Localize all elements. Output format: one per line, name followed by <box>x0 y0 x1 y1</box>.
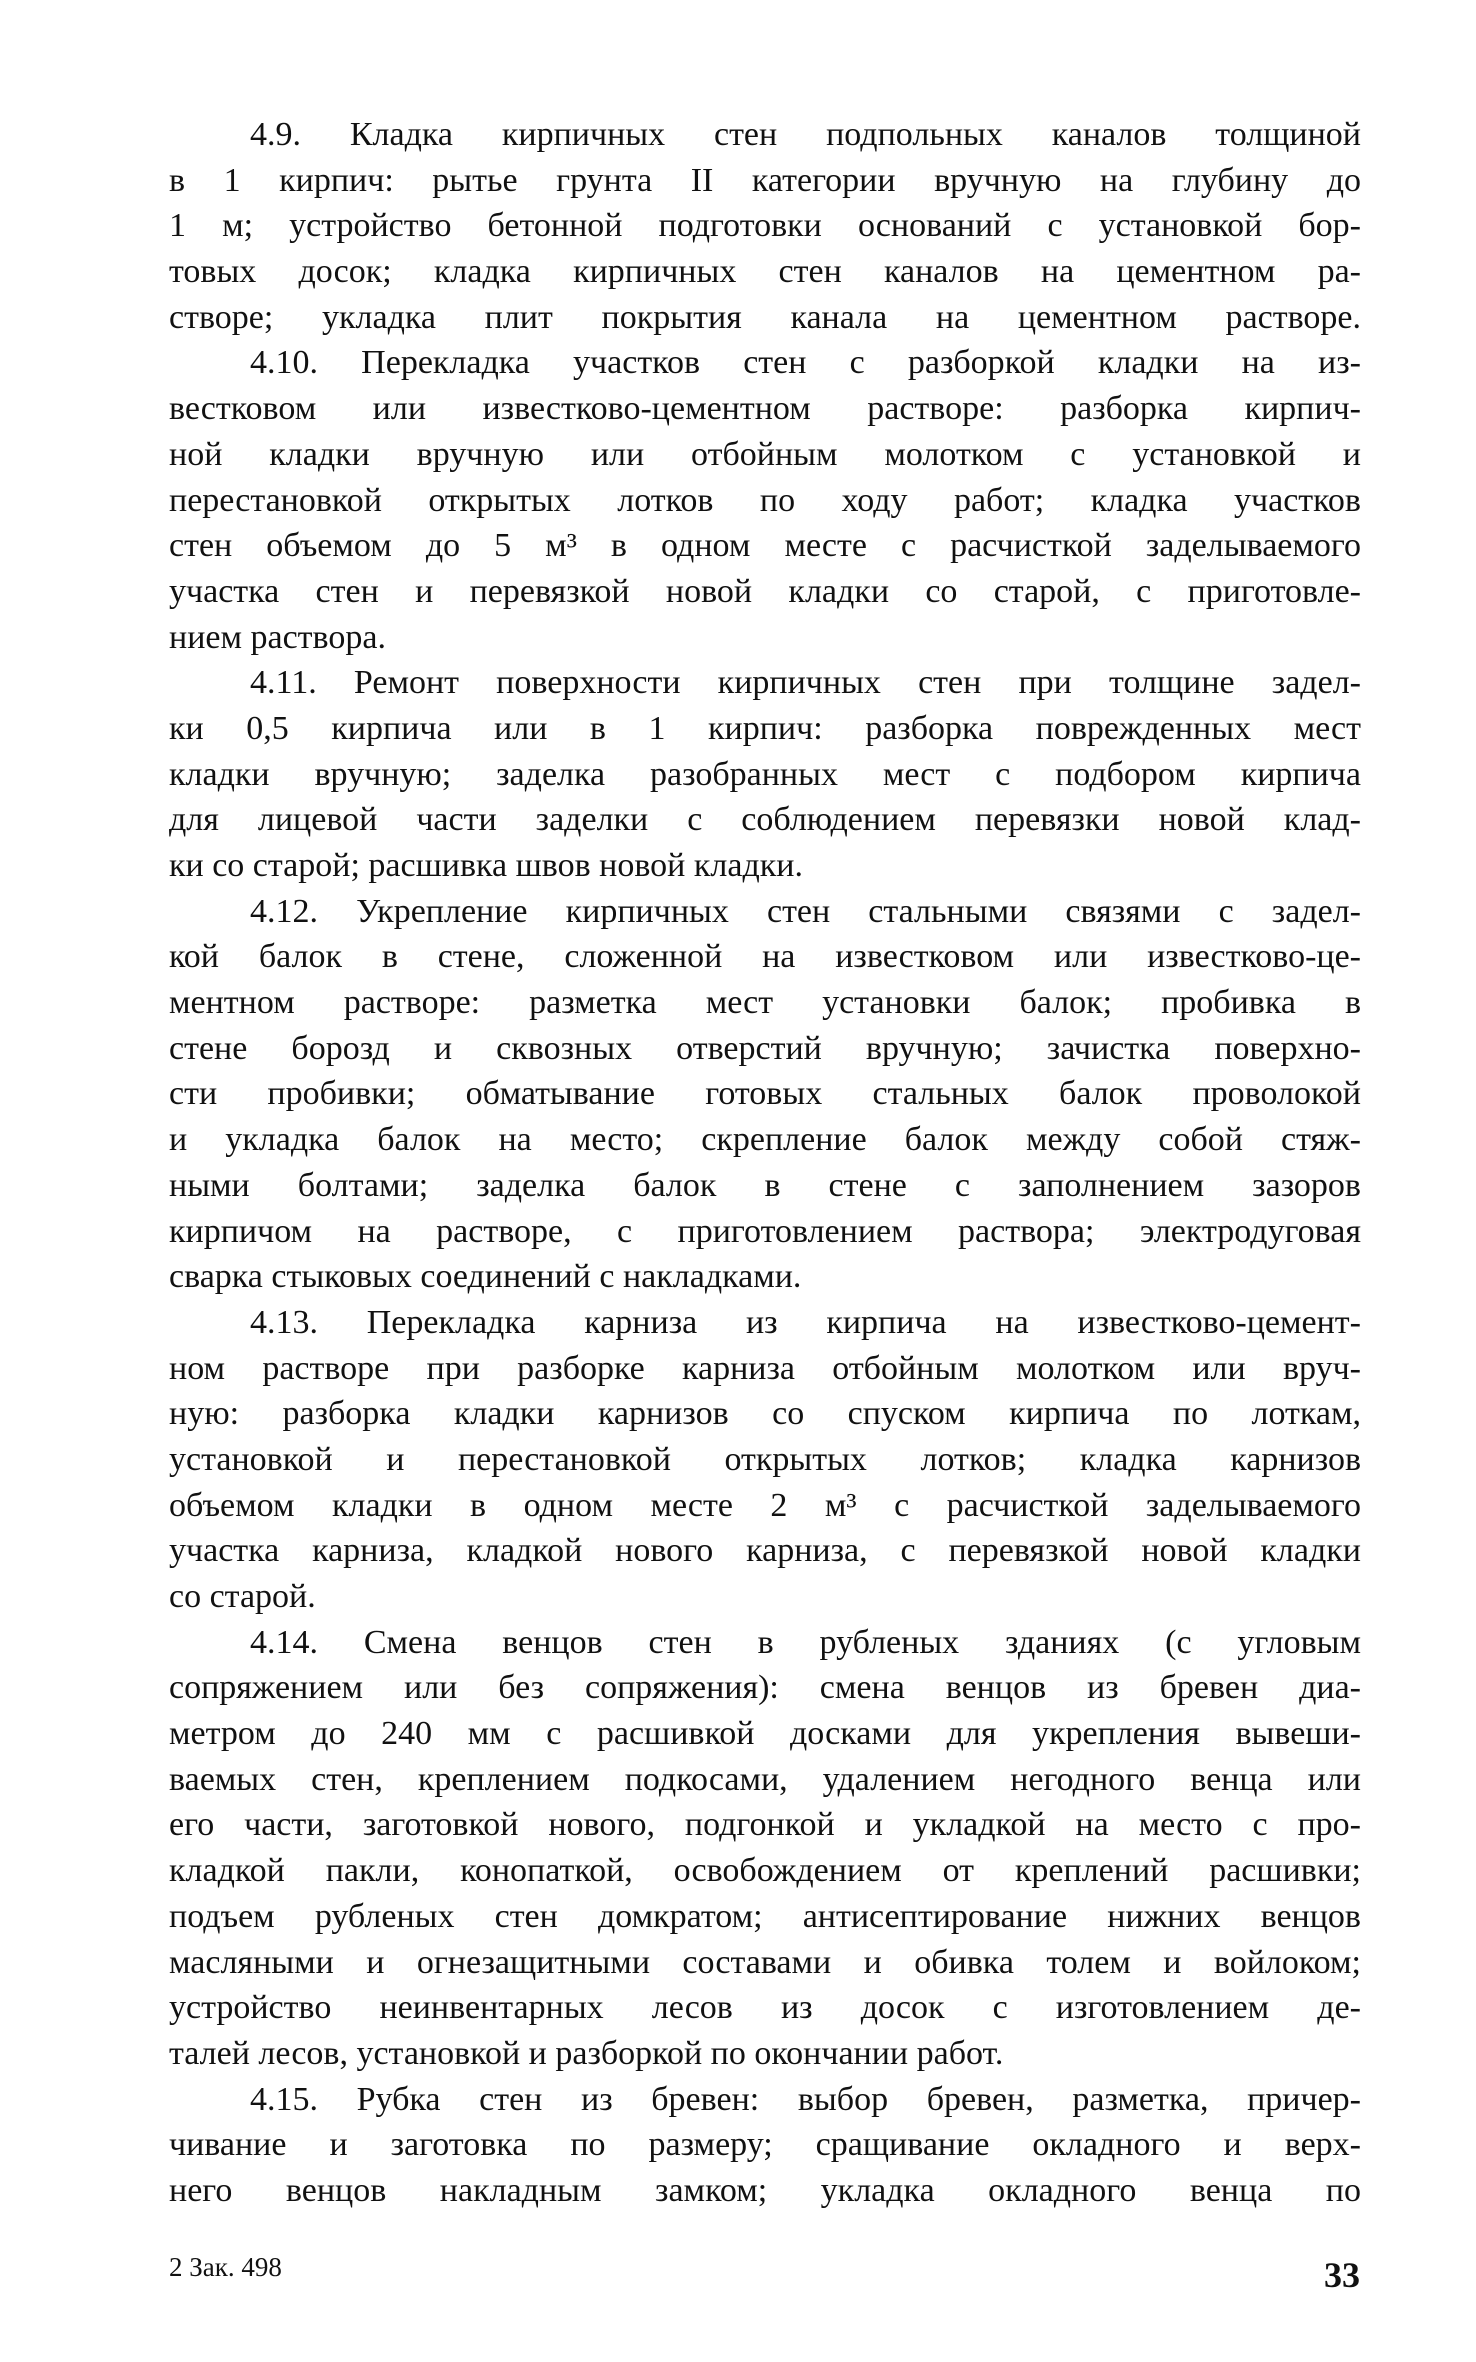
page-number: 33 <box>1324 2255 1360 2295</box>
text-line: чивание и заготовка по размеру; сращивание окладного и верх- <box>169 2126 1361 2164</box>
body-text <box>169 112 1361 2214</box>
text-line: створе; укладка плит покрытия канала на цементном растворе. <box>169 298 1361 336</box>
text-line: и укладка балок на место; скрепление балок между собой стяж- <box>169 1121 1361 1159</box>
text-line: 4.15. Рубка стен из бревен: выбор бревен, разметка, причер- <box>250 2080 1361 2118</box>
text-line: ментном растворе: разметка мест установки балок; пробивка в <box>169 984 1361 1022</box>
paragraph <box>169 340 1361 660</box>
text-line: кирпичом на растворе, с приготовлением раствора; электродуговая <box>169 1212 1361 1250</box>
text-line: 4.10. Перекладка участков стен с разборкой кладки на из- <box>250 344 1361 382</box>
text-line: ки 0,5 кирпича или в 1 кирпич: разборка поврежденных мест <box>169 709 1361 747</box>
paragraph <box>169 889 1361 1300</box>
text-line: кладкой пакли, конопаткой, освобождением от креплений расшивки; <box>169 1852 1361 1890</box>
text-line: вестковом или известково-цементном растворе: разборка кирпич- <box>169 390 1361 428</box>
text-line: в 1 кирпич: рытье грунта II категории вручную на глубину до <box>169 161 1361 199</box>
text-line: ной кладки вручную или отбойным молотком с установкой и <box>169 435 1361 473</box>
text-line: сварка стыковых соединений с накладками. <box>169 1258 802 1296</box>
text-line: перестановкой открытых лотков по ходу работ; кладка участков <box>169 481 1361 519</box>
paragraph <box>169 1620 1361 2077</box>
text-line: участка стен и перевязкой новой кладки со старой, с приготовле- <box>169 572 1361 610</box>
text-line: его части, заготовкой нового, подгонкой и укладкой на место с про- <box>169 1806 1361 1844</box>
text-line: сти пробивки; обматывание готовых стальных балок проволокой <box>169 1075 1361 1113</box>
paragraph <box>169 660 1361 888</box>
text-line: 4.9. Кладка кирпичных стен подпольных каналов толщиной <box>250 116 1361 153</box>
text-line: устройство неинвентарных лесов из досок с изготовлением де- <box>169 1989 1361 2027</box>
text-line: 4.13. Перекладка карниза из кирпича на известково-цемент- <box>250 1303 1361 1341</box>
paragraph <box>169 2077 1361 2214</box>
text-line: кой балок в стене, сложенной на известковом или известково-це- <box>169 938 1361 976</box>
paragraph <box>169 1300 1361 1620</box>
text-line: 4.11. Ремонт поверхности кирпичных стен при толщине задел- <box>250 664 1361 702</box>
text-line: 4.14. Смена венцов стен в рубленых зданиях (с угловым <box>250 1623 1361 1661</box>
printer-signature: 2 Зак. 498 <box>169 2252 282 2282</box>
text-line: товых досок; кладка кирпичных стен каналов на цементном ра- <box>169 253 1361 291</box>
text-line: метром до 240 мм с расшивкой досками для укрепления вывеши- <box>169 1715 1361 1753</box>
text-line: участка карниза, кладкой нового карниза, с перевязкой новой кладки <box>169 1532 1361 1570</box>
text-line: ваемых стен, креплением подкосами, удалением негодного венца или <box>169 1760 1361 1798</box>
text-line: кладки вручную; заделка разобранных мест с подбором кирпича <box>169 755 1361 793</box>
paragraph <box>169 112 1361 340</box>
text-line: ными болтами; заделка балок в стене с заполнением зазоров <box>169 1166 1361 1204</box>
text-line: установкой и перестановкой открытых лотков; кладка карнизов <box>169 1440 1361 1478</box>
text-line: со старой. <box>169 1578 316 1615</box>
text-line: подъем рубленых стен домкратом; антисептирование нижних венцов <box>169 1897 1361 1935</box>
text-line: стен объемом до 5 м³ в одном месте с расчисткой заделываемого <box>169 527 1361 565</box>
text-line: ном растворе при разборке карниза отбойным молотком или вруч- <box>169 1349 1361 1387</box>
text-line: нием раствора. <box>169 618 386 656</box>
text-line: объемом кладки в одном месте 2 м³ с расчисткой заделываемого <box>169 1486 1361 1524</box>
text-line: стене борозд и сквозных отверстий вручную; зачистка поверхно- <box>169 1029 1361 1067</box>
text-line: талей лесов, установкой и разборкой по окончании работ. <box>169 2034 1004 2072</box>
text-line: него венцов накладным замком; укладка окладного венца по <box>169 2171 1361 2209</box>
text-line: ки со старой; расшивка швов новой кладки. <box>169 847 803 884</box>
text-line: для лицевой части заделки с соблюдением перевязки новой клад- <box>169 801 1361 839</box>
text-line: сопряжением или без сопряжения): смена венцов из бревен диа- <box>169 1669 1361 1707</box>
text-line: 1 м; устройство бетонной подготовки оснований с установкой бор- <box>169 207 1361 245</box>
text-line: масляными и огнезащитными составами и обивка толем и войлоком; <box>169 1943 1361 1981</box>
text-line: ную: разборка кладки карнизов со спуском кирпича по лоткам, <box>169 1395 1361 1433</box>
text-line: 4.12. Укрепление кирпичных стен стальными связями с задел- <box>250 892 1361 930</box>
